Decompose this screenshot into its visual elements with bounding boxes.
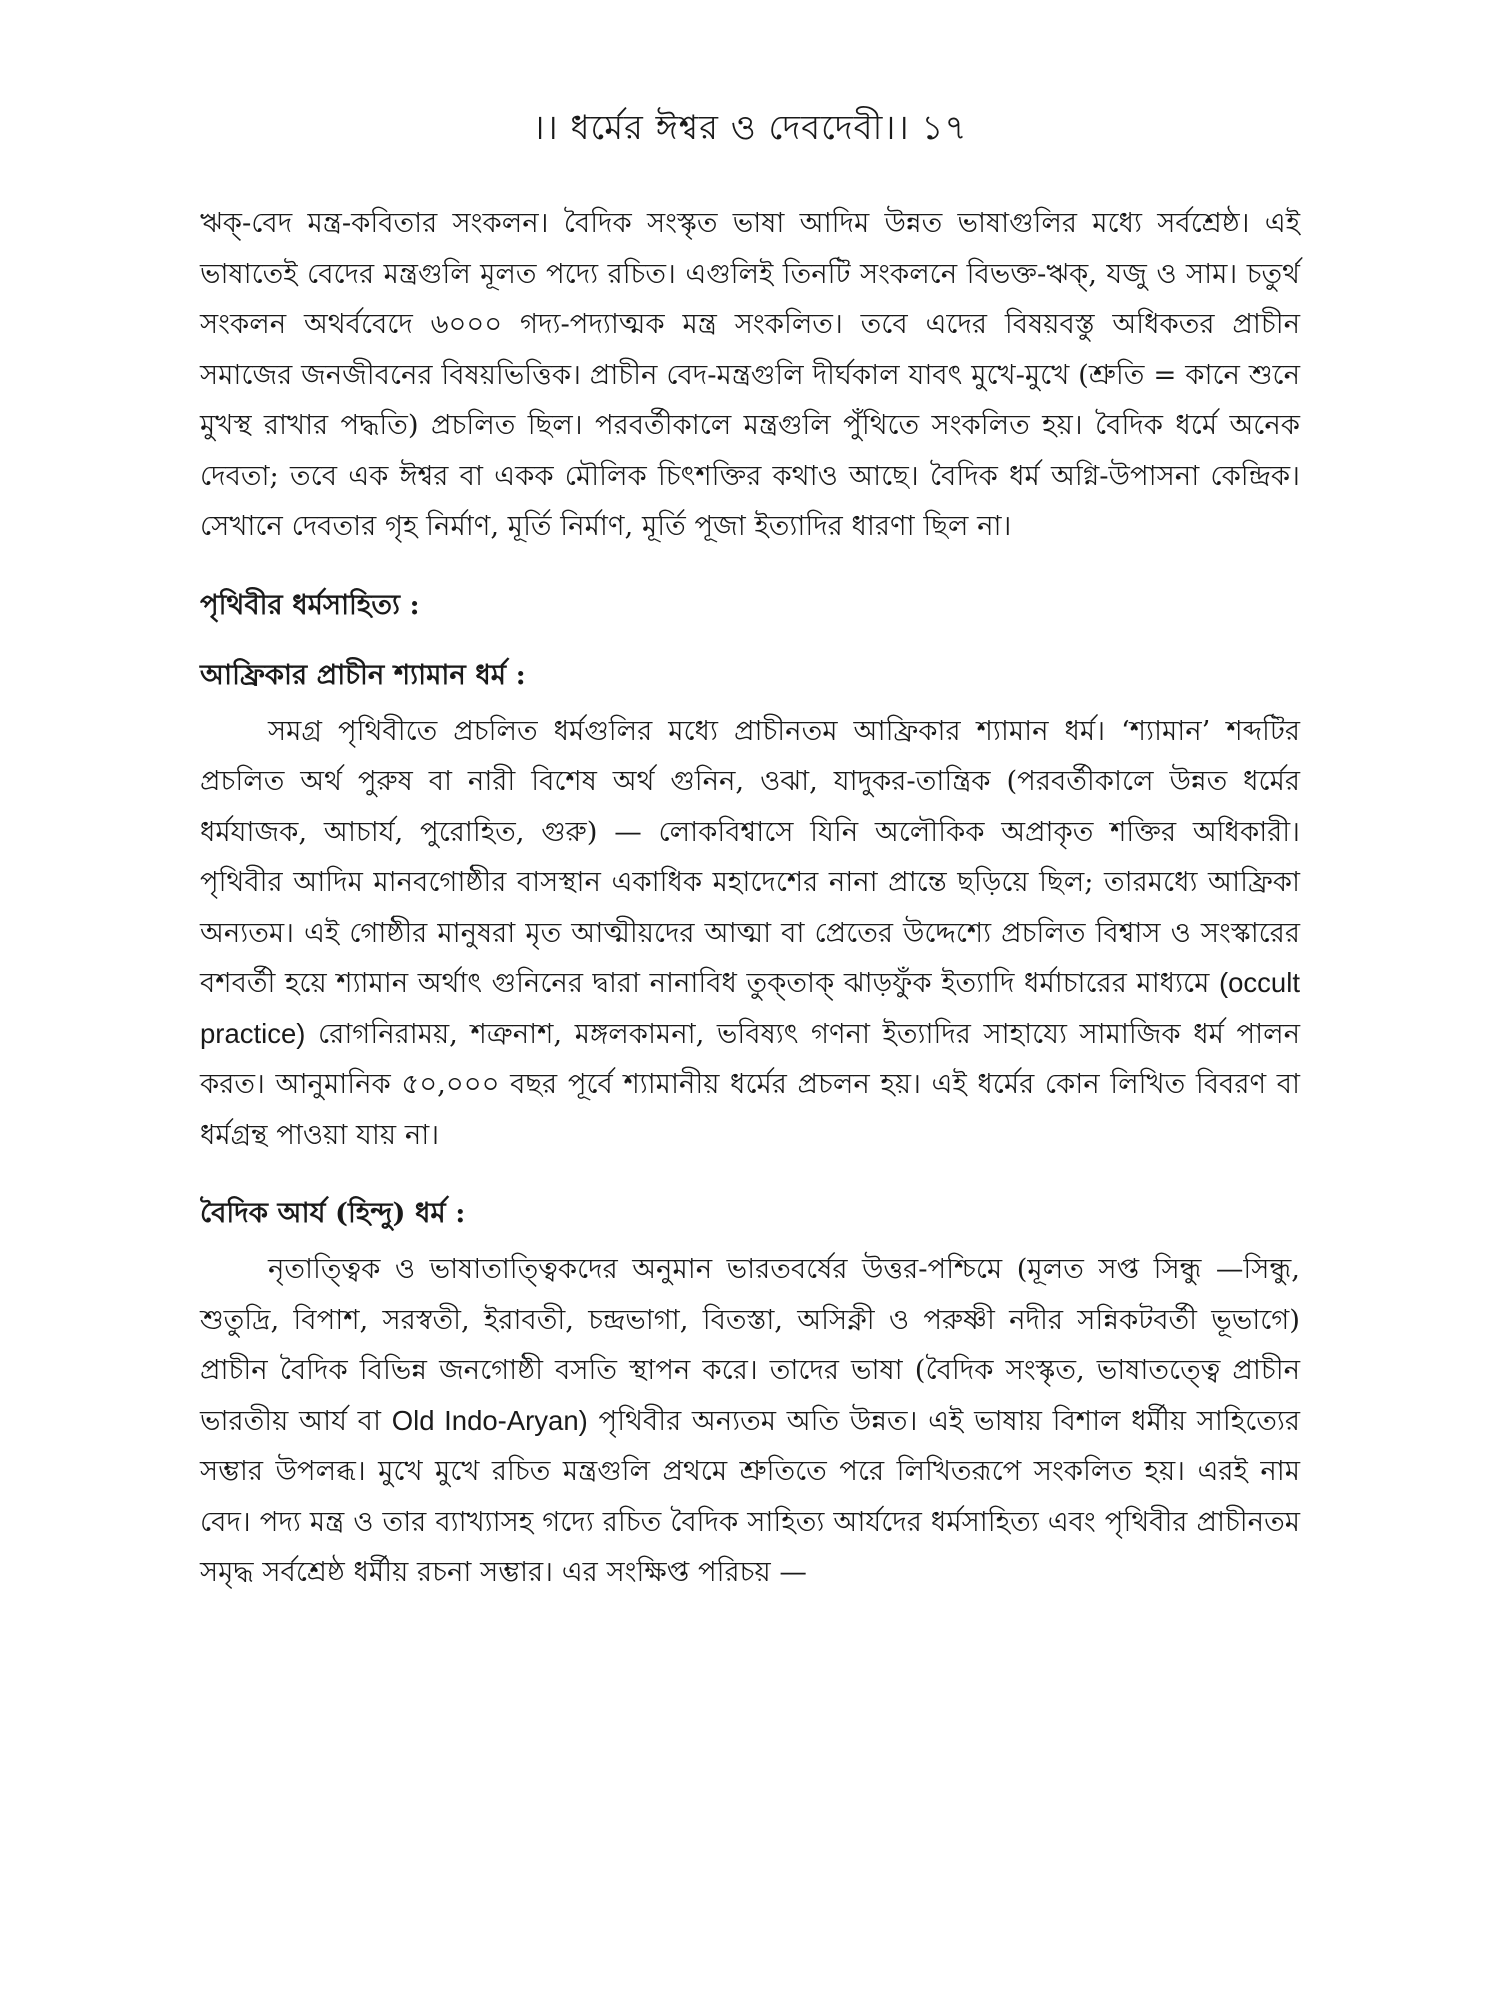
section-heading-african-shaman-religion: আফ্রিকার প্রাচীন শ্যামান ধর্ম : xyxy=(200,658,526,691)
vedic-paragraph-part-1: নৃতাত্ত্বিক ও ভাষাতাত্ত্বিকদের অনুমান ভারতবর্ষের উত্তর-পশ্চিমে (মূলত সপ্ত সিন্ধু —সিন্ধু, শুতুদ্রি, বিপাশ, সরস্বতী, ইরাবতী, চন্দ্রভাগা, বিতস্তা, অসিক্নী ও পরুষ্ণী নদীর সন্নিকটবর্তী ভূভাগে) প্রাচীন বৈদিক বিভিন্ন জনগোষ্ঠী বসতি স্থাপন করে। তাদের ভাষা (বৈদিক সংস্কৃত, ভাষাতত্ত্বে প্রাচীন ভারতীয় আর্য বা xyxy=(200,1253,1300,1437)
african-paragraph-part-1: সমগ্র পৃথিবীতে প্রচলিত ধর্মগুলির মধ্যে প্রাচীনতম আফ্রিকার শ্যামান ধর্ম। ‘শ্যামান’ শব্দটির প্রচলিত অর্থ পুরুষ বা নারী বিশেষ অর্থ গুনিন, ওঝা, যাদুকর-তান্ত্রিক (পরবর্তীকালে উন্নত ধর্মের ধর্মযাজক, আচার্য, পুরোহিত, গুরু) — লোকবিশ্বাসে যিনি অলৌকিক অপ্রাকৃত শক্তির অধিকারী। পৃথিবীর আদিম মানবগোষ্ঠীর বাসস্থান একাধিক মহাদেশের নানা প্রান্তে ছড়িয়ে ছিল; তারমধ্যে আফ্রিকা অন্যতম। এই গোষ্ঠীর মানুষরা মৃত আত্মীয়দের আত্মা বা প্রেতের উদ্দেশ্যে প্রচলিত বিশ্বাস ও সংস্কারের বশবর্তী হয়ে শ্যামান অর্থাৎ গুনিনের দ্বারা নানাবিধ তুক্‌তাক্ ঝাড়ফুঁক ইত্যাদি ধর্মাচারের মাধ্যমে xyxy=(200,714,1300,999)
page-body xyxy=(200,198,1300,1598)
intro-paragraph: ঋক্-বেদ মন্ত্র-কবিতার সংকলন। বৈদিক সংস্কৃত ভাষা আদিম উন্নত ভাষাগুলির মধ্যে সর্বশ্রেষ্ঠ। এই ভাষাতেই বেদের মন্ত্রগুলি মূলত পদ্যে রচিত। এগুলিই তিনটি সংকলনে বিভক্ত-ঋক্, যজু ও সাম। চতুর্থ সংকলন অথর্ববেদে ৬০০০ গদ্য-পদ্যাত্মক মন্ত্র সংকলিত। তবে এদের বিষয়বস্তু অধিকতর প্রাচীন সমাজের জনজীবনের বিষয়ভিত্তিক। প্রাচীন বেদ-মন্ত্রগুলি দীর্ঘকাল যাবৎ মুখে-মুখে (শ্রুতি = কানে শুনে মুখস্থ রাখার পদ্ধতি) প্রচলিত ছিল। পরবর্তীকালে মন্ত্রগুলি পুঁথিতে সংকলিত হয়। বৈদিক ধর্মে অনেক দেবতা; তবে এক ঈশ্বর বা একক মৌলিক চিৎশক্তির কথাও আছে। বৈদিক ধর্ম অগ্নি-উপাসনা কেন্দ্রিক। সেখানে দেবতার গৃহ নির্মাণ, মূর্তি নির্মাণ, মূর্তি পূজা ইত্যাদির ধারণা ছিল না। xyxy=(200,207,1300,542)
vedic-aryan-paragraph xyxy=(200,1244,1300,1598)
african-paragraph-part-2: রোগনিরাময়, শত্রুনাশ, মঙ্গলকামনা, ভবিষ্যৎ গণনা ইত্যাদির সাহায্যে সামাজিক ধর্ম পালন করত। আনুমানিক ৫০,০০০ বছর পূর্বে শ্যামানীয় ধর্মের প্রচলন হয়। এই ধর্মের কোন লিখিত বিবরণ বা ধর্মগ্রন্থ পাওয়া যায় না। xyxy=(200,1017,1301,1151)
section-heading-vedic-aryan-religion: বৈদিক আর্য (হিন্দু) ধর্ম : xyxy=(200,1197,466,1229)
running-title: ।। ধর্মের ঈশ্বর ও দেবদেবী।। ১৭ xyxy=(532,108,968,148)
section-heading-world-religious-literature: পৃথিবীর ধর্মসাহিত্য : xyxy=(200,588,420,621)
occult-practice-term: (occult practice) xyxy=(200,967,1300,1049)
african-shaman-paragraph xyxy=(200,706,1300,1161)
vedic-paragraph-part-2: পৃথিবীর অন্যতম অতি উন্নত। এই ভাষায় বিশাল ধর্মীয় সাহিত্যের সম্ভার উপলব্ধ। মুখে মুখে রচিত মন্ত্রগুলি প্রথমে শ্রুতিতে পরে লিখিতরূপে সংকলিত হয়। এরই নাম বেদ। পদ্য মন্ত্র ও তার ব্যাখ্যাসহ গদ্যে রচিত বৈদিক সাহিত্য আর্যদের ধর্মসাহিত্য এবং পৃথিবীর প্রাচীনতম সমৃদ্ধ সর্বশ্রেষ্ঠ ধর্মীয় রচনা সম্ভার। এর সংক্ষিপ্ত পরিচয় — xyxy=(200,1404,1300,1588)
old-indo-aryan-term: Old Indo-Aryan) xyxy=(391,1404,588,1436)
